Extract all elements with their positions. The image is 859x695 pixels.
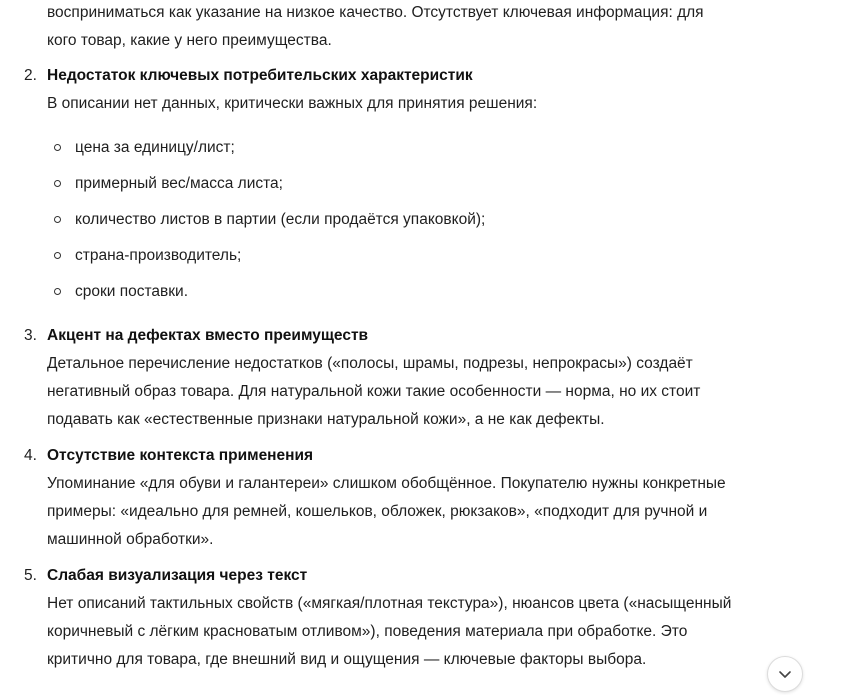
section-heading: Отсутствие контекста применения (47, 447, 314, 464)
scroll-down-button[interactable] (767, 656, 803, 692)
list-item: страна-производитель; (75, 247, 242, 264)
paragraph-line: Упоминание «для обуви и галантереи» слишком обобщённое. Покупателю нужны конкретные (47, 475, 726, 492)
paragraph-line: критично для товара, где внешний вид и ощущения — ключевые факторы выбора. (47, 651, 647, 668)
list-number: 5. (24, 567, 37, 584)
bullet-icon (54, 288, 61, 295)
paragraph-line: машинной обработки». (47, 531, 214, 548)
paragraph-line: восприниматься как указание на низкое качество. Отсутствует ключевая информация: для (47, 4, 704, 21)
list-number: 2. (24, 67, 37, 84)
paragraph-line: подавать как «естественные признаки натуральной кожи», а не как дефекты. (47, 411, 605, 428)
section-heading: Слабая визуализация через текст (47, 567, 308, 584)
bullet-icon (54, 252, 61, 259)
list-item: цена за единицу/лист; (75, 139, 235, 156)
paragraph-line: В описании нет данных, критически важных для принятия решения: (47, 95, 538, 112)
paragraph-line: негативный образ товара. Для натуральной кожи такие особенности — норма, но их стоит (47, 383, 701, 400)
bullet-icon (54, 216, 61, 223)
section-heading: Недостаток ключевых потребительских характеристик (47, 67, 473, 84)
paragraph-line: Детальное перечисление недостатков («полосы, шрамы, подрезы, непрокрасы») создаёт (47, 355, 693, 372)
bullet-icon (54, 144, 61, 151)
section-heading: Акцент на дефектах вместо преимуществ (47, 327, 369, 344)
list-number: 4. (24, 447, 37, 464)
paragraph-line: кого товар, какие у него преимущества. (47, 32, 332, 49)
paragraph-line: коричневый с лёгким красноватым отливом»), поведения материала при обработке. Это (47, 623, 688, 640)
bullet-icon (54, 180, 61, 187)
list-item: примерный вес/масса листа; (75, 175, 283, 192)
paragraph-line: примеры: «идеально для ремней, кошельков, обложек, рюкзаков», «подходит для ручной и (47, 503, 708, 520)
list-number: 3. (24, 327, 37, 344)
paragraph-line: Нет описаний тактильных свойств («мягкая/плотная текстура»), нюансов цвета («насыщенный (47, 595, 732, 612)
list-item: сроки поставки. (75, 283, 189, 300)
list-item: количество листов в партии (если продаётся упаковкой); (75, 211, 486, 228)
chevron-down-icon (777, 666, 793, 682)
